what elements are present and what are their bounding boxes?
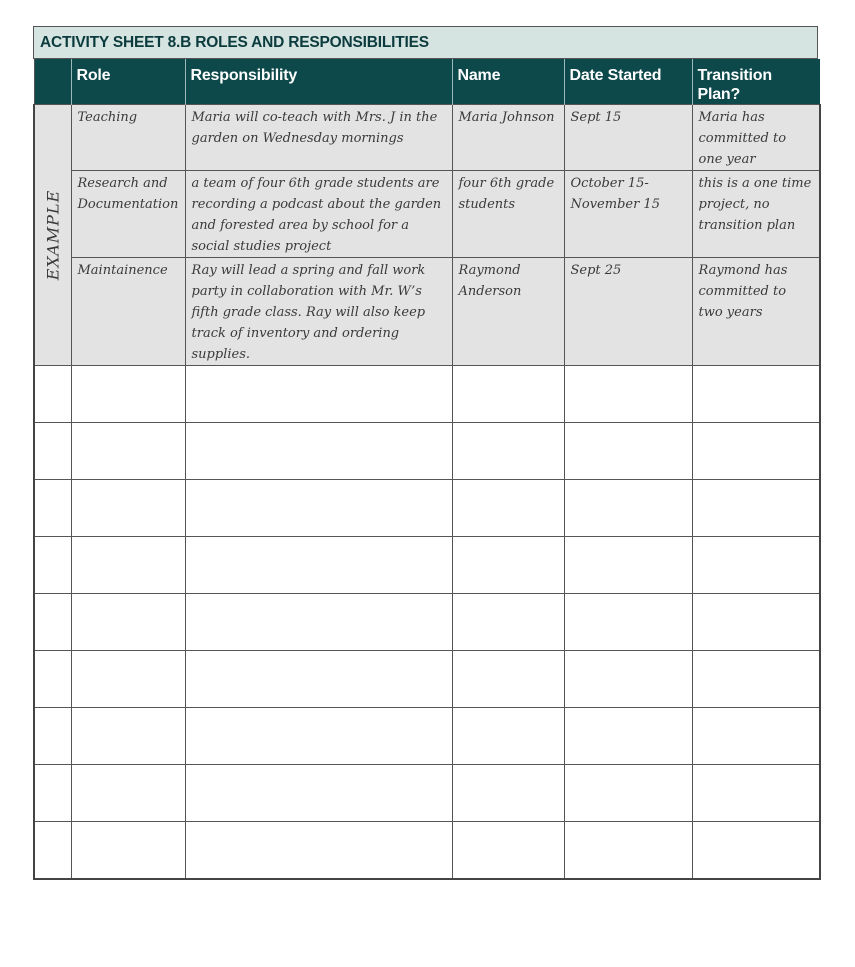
date-started-cell[interactable]: [564, 537, 692, 594]
date-started-cell[interactable]: [564, 594, 692, 651]
role-cell[interactable]: [71, 765, 185, 822]
responsibility-cell[interactable]: [185, 651, 452, 708]
responsibility-cell[interactable]: [185, 594, 452, 651]
role-cell[interactable]: Maintainence: [71, 258, 185, 366]
date-started-cell[interactable]: [564, 423, 692, 480]
header-row: [34, 59, 820, 105]
responsibility-cell[interactable]: [185, 480, 452, 537]
responsibility-cell[interactable]: [185, 537, 452, 594]
header-role: Role: [71, 59, 185, 105]
date-started-cell[interactable]: Sept 25: [564, 258, 692, 366]
blank-row: [34, 537, 820, 594]
role-cell[interactable]: [71, 480, 185, 537]
responsibility-cell[interactable]: [185, 708, 452, 765]
roles-table: [33, 59, 821, 880]
name-cell[interactable]: [452, 480, 564, 537]
example-label: EXAMPLE: [43, 189, 63, 281]
name-cell[interactable]: Maria Johnson: [452, 105, 564, 171]
example-label-cell: [34, 105, 71, 366]
row-marker-cell: [34, 765, 71, 822]
role-cell[interactable]: [71, 594, 185, 651]
example-row: [34, 105, 820, 171]
blank-row: [34, 423, 820, 480]
blank-row: [34, 480, 820, 537]
transition-plan-cell[interactable]: [692, 423, 820, 480]
name-cell[interactable]: [452, 765, 564, 822]
responsibility-cell[interactable]: [185, 423, 452, 480]
transition-plan-cell[interactable]: [692, 594, 820, 651]
transition-plan-cell[interactable]: [692, 822, 820, 879]
transition-plan-cell[interactable]: Maria has committed to one year: [692, 105, 820, 171]
header-date-started: Date Started: [564, 59, 692, 105]
transition-plan-cell[interactable]: this is a one time project, no transition plan: [692, 171, 820, 258]
role-cell[interactable]: [71, 651, 185, 708]
example-row: [34, 258, 820, 366]
date-started-cell[interactable]: Sept 15: [564, 105, 692, 171]
transition-plan-cell[interactable]: Raymond has committed to two years: [692, 258, 820, 366]
role-cell[interactable]: [71, 366, 185, 423]
sheet-title: ACTIVITY SHEET 8.B ROLES AND RESPONSIBILITIES: [33, 26, 818, 59]
name-cell[interactable]: Raymond Anderson: [452, 258, 564, 366]
responsibility-cell[interactable]: [185, 366, 452, 423]
name-cell[interactable]: [452, 708, 564, 765]
blank-row: [34, 366, 820, 423]
transition-plan-cell[interactable]: [692, 366, 820, 423]
header-responsibility: Responsibility: [185, 59, 452, 105]
transition-plan-cell[interactable]: [692, 708, 820, 765]
date-started-cell[interactable]: [564, 708, 692, 765]
blank-row: [34, 765, 820, 822]
responsibility-cell[interactable]: [185, 822, 452, 879]
name-cell[interactable]: four 6th grade students: [452, 171, 564, 258]
row-marker-cell: [34, 594, 71, 651]
row-marker-cell: [34, 366, 71, 423]
blank-row: [34, 594, 820, 651]
transition-plan-cell[interactable]: [692, 480, 820, 537]
transition-plan-cell[interactable]: [692, 765, 820, 822]
date-started-cell[interactable]: [564, 480, 692, 537]
role-cell[interactable]: Teaching: [71, 105, 185, 171]
row-marker-cell: [34, 537, 71, 594]
row-marker-cell: [34, 708, 71, 765]
responsibility-cell[interactable]: [185, 765, 452, 822]
responsibility-cell[interactable]: Ray will lead a spring and fall work party in collaboration with Mr. W’s fifth grade class. Ray will also keep track of inventory and ordering supplies.: [185, 258, 452, 366]
blank-row: [34, 708, 820, 765]
blank-row: [34, 651, 820, 708]
name-cell[interactable]: [452, 423, 564, 480]
name-cell[interactable]: [452, 651, 564, 708]
date-started-cell[interactable]: October 15-November 15: [564, 171, 692, 258]
responsibility-cell[interactable]: a team of four 6th grade students are recording a podcast about the garden and forested area by school for a social studies project: [185, 171, 452, 258]
row-marker-cell: [34, 423, 71, 480]
date-started-cell[interactable]: [564, 822, 692, 879]
responsibility-cell[interactable]: Maria will co-teach with Mrs. J in the garden on Wednesday mornings: [185, 105, 452, 171]
role-cell[interactable]: [71, 708, 185, 765]
blank-row: [34, 822, 820, 879]
transition-plan-cell[interactable]: [692, 537, 820, 594]
header-name: Name: [452, 59, 564, 105]
row-marker-cell: [34, 822, 71, 879]
role-cell[interactable]: [71, 423, 185, 480]
transition-plan-cell[interactable]: [692, 651, 820, 708]
name-cell[interactable]: [452, 537, 564, 594]
header-blank: [34, 59, 71, 105]
name-cell[interactable]: [452, 594, 564, 651]
date-started-cell[interactable]: [564, 765, 692, 822]
row-marker-cell: [34, 480, 71, 537]
activity-sheet: [33, 26, 818, 880]
role-cell[interactable]: Research and Documentation: [71, 171, 185, 258]
header-transition-plan: Transition Plan?: [692, 59, 820, 105]
date-started-cell[interactable]: [564, 651, 692, 708]
name-cell[interactable]: [452, 822, 564, 879]
example-row: [34, 171, 820, 258]
date-started-cell[interactable]: [564, 366, 692, 423]
role-cell[interactable]: [71, 822, 185, 879]
role-cell[interactable]: [71, 537, 185, 594]
row-marker-cell: [34, 651, 71, 708]
name-cell[interactable]: [452, 366, 564, 423]
